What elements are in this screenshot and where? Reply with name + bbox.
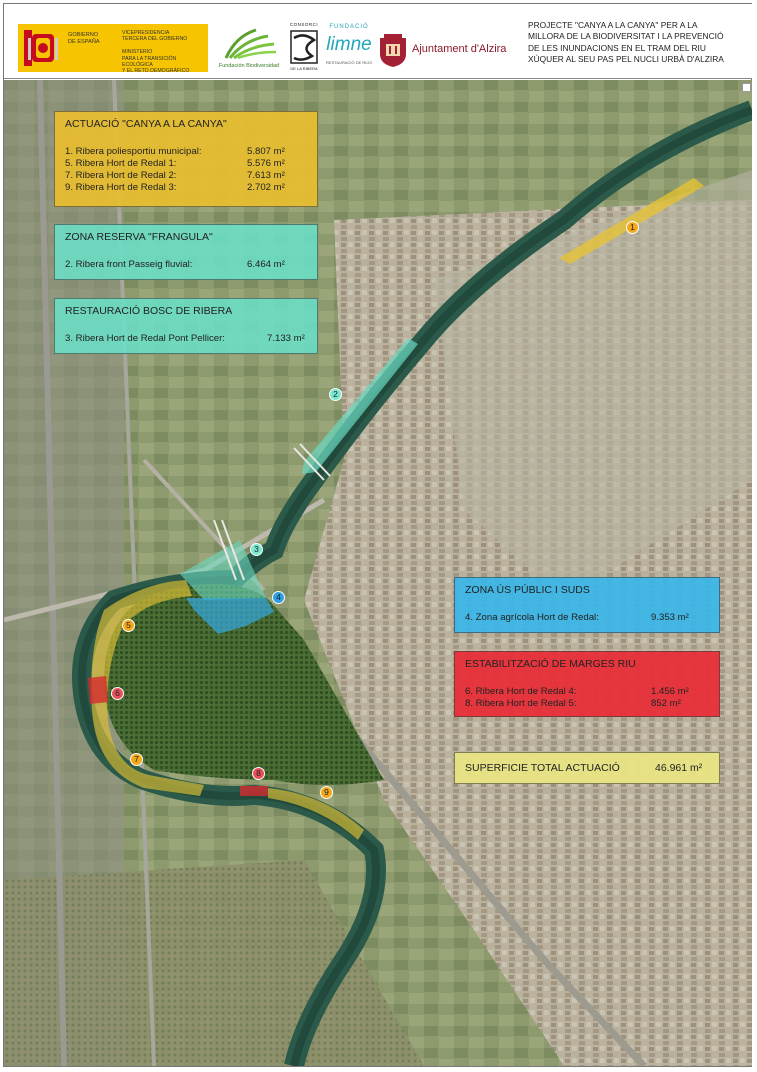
marges-row-value: 852 m²	[651, 698, 681, 709]
limne-bottom-label: RESTAURACIÓ DE RIUS	[326, 60, 372, 65]
consorci-top-label: CONSORCI	[289, 22, 319, 27]
actuacio-row-label: 7. Ribera Hort de Redal 2:	[65, 170, 177, 181]
panel-us-public-suds	[454, 577, 720, 633]
panel-estabilitzacio-marges	[454, 651, 720, 717]
aerial-map	[4, 80, 752, 1066]
zone-marker-9: 9	[320, 786, 333, 799]
suds-row-value: 9.353 m²	[651, 612, 689, 623]
panel-superficie-total	[454, 752, 720, 784]
ministry-text: VICEPRESIDENCIA TERCERA DEL GOBIERNO MINISTERIO PARA LA TRANSICIÓN ECOLÓGICA Y EL RETO DEMOGRÁFICO	[122, 30, 190, 75]
marges-row-value: 1.456 m²	[651, 686, 689, 697]
grass-icon	[216, 26, 282, 62]
bosc-row-label: 3. Ribera Hort de Redal Pont Pellicer:	[65, 333, 225, 344]
panel-frangula	[54, 224, 318, 280]
zone-marker-2: 2	[329, 388, 342, 401]
limne-wordmark: limne	[326, 34, 372, 55]
limne-top-label: FUNDACIÓ	[329, 24, 369, 30]
panel-frangula-heading: ZONA RESERVA "FRANGULA"	[65, 231, 213, 243]
panel-actuacio	[54, 111, 318, 207]
fundacio-limne-logo	[326, 24, 372, 72]
frangula-row-value: 6.464 m²	[247, 259, 285, 270]
actuacio-row-label: 5. Ribera Hort de Redal 1:	[65, 158, 177, 169]
panel-marges-heading: ESTABILITZACIÓ DE MARGES RIU	[465, 658, 636, 670]
zone-marker-1: 1	[626, 221, 639, 234]
coat-of-arms-icon	[24, 30, 60, 66]
panel-actuacio-heading: ACTUACIÓ "CANYA A LA CANYA"	[65, 118, 227, 130]
actuacio-row-value: 5.807 m²	[247, 146, 285, 157]
consorci-ribera-logo	[288, 22, 320, 74]
fundacion-biodiversidad-logo	[216, 26, 282, 74]
actuacio-row-value: 5.576 m²	[247, 158, 285, 169]
bosc-row-value: 7.133 m²	[267, 333, 305, 344]
consorci-bottom-label: DE LA RIBERA	[290, 66, 318, 71]
panel-suds-heading: ZONA ÚS PÚBLIC I SUDS	[465, 584, 590, 596]
gobierno-espana-logo	[18, 24, 208, 75]
zone-marker-7: 7	[130, 753, 143, 766]
zone-marker-5: 5	[122, 619, 135, 632]
actuacio-row-value: 7.613 m²	[247, 170, 285, 181]
panel-bosc-heading: RESTAURACIÓ BOSC DE RIBERA	[65, 305, 233, 317]
river-mark-icon	[290, 30, 318, 64]
actuacio-row-value: 2.702 m²	[247, 182, 285, 193]
zone-marker-8: 8	[252, 767, 265, 780]
ajuntament-label: Ajuntament d'Alzira	[412, 43, 507, 55]
marges-row-label: 6. Ribera Hort de Redal 4:	[465, 686, 577, 697]
suds-row-label: 4. Zona agrícola Hort de Redal:	[465, 612, 599, 623]
zone-marker-4: 4	[272, 591, 285, 604]
alzira-crest-icon	[376, 32, 410, 68]
zone-marker-6: 6	[111, 687, 124, 700]
total-value: 46.961 m²	[655, 762, 703, 774]
frangula-row-label: 2. Ribera front Passeig fluvial:	[65, 259, 193, 270]
marges-row-label: 8. Ribera Hort de Redal 5:	[465, 698, 577, 709]
total-label: SUPERFICIE TOTAL ACTUACIÓ	[465, 762, 620, 774]
corner-mark	[742, 83, 751, 92]
header	[4, 4, 752, 79]
actuacio-row-label: 9. Ribera Hort de Redal 3:	[65, 182, 177, 193]
actuacio-row-label: 1. Ribera poliesportiu municipal:	[65, 146, 202, 157]
zone-marker-3: 3	[250, 543, 263, 556]
project-title: PROJECTE "CANYA A LA CANYA" PER A LA MILLORA DE LA BIODIVERSITAT I LA PREVENCIÓ DE LES INUNDACIONS EN EL TRAM DEL RIU XÚQUER AL SEU PAS PEL NUCLI URBÀ D'ALZIRA	[528, 20, 724, 64]
ajuntament-alzira-logo	[376, 30, 514, 70]
gobierno-text: GOBIERNO DE ESPAÑA	[68, 32, 100, 45]
panel-bosc-ribera	[54, 298, 318, 354]
fundacion-biodiversidad-label: Fundación Biodiversidad	[218, 63, 280, 69]
